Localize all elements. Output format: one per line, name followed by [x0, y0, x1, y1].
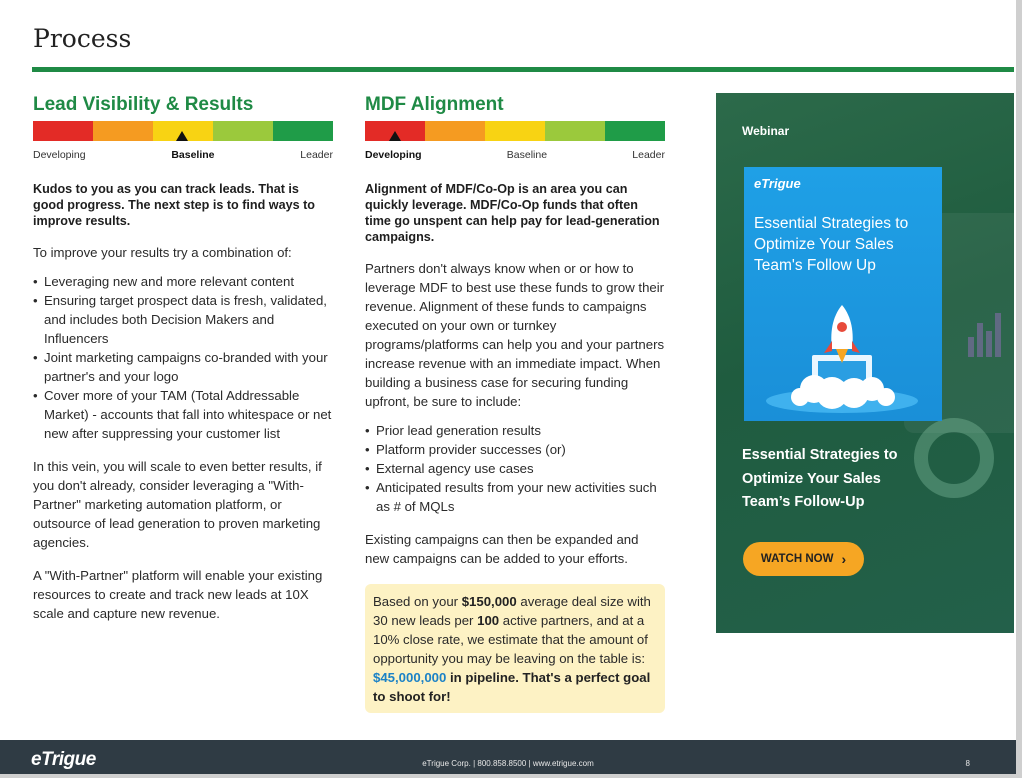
- maturity-meter: [33, 121, 333, 141]
- intro-text: To improve your results try a combination of:: [33, 245, 292, 260]
- list-item: • Prior lead generation results: [365, 421, 665, 440]
- footer-logo: eTrigue: [31, 749, 96, 770]
- scale-baseline: Baseline: [171, 149, 215, 161]
- mdf-alignment-section: [365, 92, 665, 713]
- section-heading: Lead Visibility & Results: [33, 94, 254, 115]
- meter-segment-1: [33, 121, 93, 141]
- deal-size: $150,000: [461, 594, 517, 609]
- webinar-label: Webinar: [742, 124, 790, 138]
- webinar-cover[interactable]: [744, 167, 942, 421]
- callout-text: average deal size with 30 new leads per: [373, 594, 651, 628]
- body-paragraph: Partners don't always know when or or how to leverage MDF to best use these funds to grow their revenue. Alignment of these funds to campaigns executed on your own or turnkey programs/platforms can help you and your partners increase revenue with an immediate impact. When building a business case for securing funding upfront, be sure to include:: [365, 261, 665, 409]
- watch-now-label: WATCH NOW: [760, 553, 834, 565]
- meter-segment-3: [485, 121, 545, 141]
- meter-scale: [365, 149, 665, 163]
- meter-segment-4: [213, 121, 273, 141]
- business-case-list: [365, 421, 665, 516]
- list-item: • Ensuring target prospect data is fresh, validated, and includes both Decision Makers and Influencers: [33, 291, 333, 348]
- meter-marker-icon: [389, 131, 401, 141]
- scale-leader: Leader: [300, 149, 333, 161]
- leads-count: 100: [477, 613, 500, 628]
- maturity-meter: [365, 121, 665, 141]
- rocket-launch-icon: [762, 305, 922, 413]
- list-item: • Platform provider successes (or): [365, 440, 665, 459]
- lead-visibility-section: [33, 92, 333, 623]
- meter-segment-2: [93, 121, 153, 141]
- list-item: • Anticipated results from your new activities such as # of MQLs: [365, 478, 665, 516]
- cover-logo: eTrigue: [754, 176, 801, 191]
- title-divider: [32, 67, 1014, 72]
- callout-text: Based on your: [373, 594, 462, 609]
- body-paragraph: Existing campaigns can then be expanded and new campaigns can be added to your efforts.: [365, 532, 639, 566]
- page-footer: [0, 740, 1016, 774]
- scale-developing: Developing: [33, 149, 86, 161]
- meter-scale: [33, 149, 333, 163]
- page-number: 8: [965, 759, 970, 768]
- background-donut: [914, 418, 994, 498]
- pipeline-amount: $45,000,000: [373, 670, 447, 685]
- webinar-title: Essential Strategies to Optimize Your Sales Team’s Follow-Up: [742, 447, 898, 510]
- webinar-promo[interactable]: [716, 93, 1014, 633]
- opportunity-callout: [365, 584, 665, 713]
- footer-contact: eTrigue Corp. | 800.858.8500 | www.etrigue.com: [422, 759, 594, 768]
- callout-text: active partners, and at a 10% close rate, we estimate that the amount of opportunity you may be leaving on the table is:: [373, 613, 648, 666]
- lead-summary: Kudos to you as you can track leads. That is good progress. The next step is to find ways to improve results.: [33, 182, 315, 228]
- list-item: • Joint marketing campaigns co-branded with your partner's and your logo: [33, 348, 333, 386]
- improvement-list: [33, 272, 333, 443]
- body-paragraph: A "With-Partner" platform will enable your existing resources to create and track new leads at 10X scale and capture new revenue.: [33, 568, 323, 621]
- list-item: • Leveraging new and more relevant content: [33, 272, 333, 291]
- section-heading: MDF Alignment: [365, 94, 504, 115]
- body-paragraph: In this vein, you will scale to even better results, if you don't already, consider leveraging a "With-Partner" marketing automation platform, or outsource of lead generation to proven marketing agencies.: [33, 459, 322, 550]
- scale-developing: Developing: [365, 149, 422, 161]
- meter-marker-icon: [176, 131, 188, 141]
- watch-now-button[interactable]: [743, 542, 864, 576]
- scale-baseline: Baseline: [506, 149, 548, 161]
- meter-segment-4: [545, 121, 605, 141]
- meter-segment-5: [605, 121, 665, 141]
- lead-summary: Alignment of MDF/Co-Op is an area you can quickly leverage. MDF/Co-Op funds that often time go unspent can help pay for lead-generation campaigns.: [365, 182, 660, 244]
- list-item: • External agency use cases: [365, 459, 665, 478]
- background-bars: [968, 313, 1008, 363]
- meter-segment-5: [273, 121, 333, 141]
- chevron-right-icon: ›: [841, 551, 847, 567]
- cover-title: Essential Strategies to Optimize Your Sales Team's Follow Up: [754, 215, 909, 274]
- scale-leader: Leader: [632, 149, 665, 161]
- meter-segment-2: [425, 121, 485, 141]
- list-item: • Cover more of your TAM (Total Addressable Market) - accounts that fall into whitespace or net new after suppressing your customer list: [33, 386, 333, 443]
- page-title: Process: [33, 24, 132, 53]
- callout-goal-text: in pipeline. That's a perfect goal to shoot for!: [373, 670, 651, 704]
